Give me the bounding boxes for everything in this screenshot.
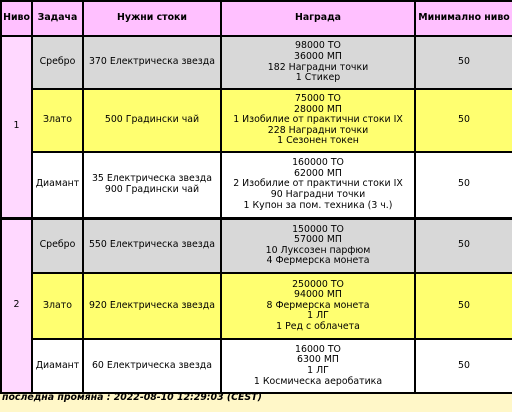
header-reward: Награда (221, 1, 415, 36)
min-level-cell: 50 (415, 273, 512, 339)
reward-line: 1 ЛГ (307, 310, 329, 322)
reward-line: 98000 ТО (295, 40, 341, 52)
task-cell: Сребро (32, 36, 83, 89)
min-level-cell: 50 (415, 218, 512, 273)
reward-line: 150000 ТО (292, 223, 344, 235)
reward-line: 16000 ТО (295, 343, 341, 355)
reward-cell (221, 218, 415, 273)
task-cell: Диамант (32, 152, 83, 218)
level-cell: 1 (1, 36, 32, 218)
reward-line: 57000 МП (294, 234, 342, 246)
header-task: Задача (32, 1, 83, 36)
reward-cell (221, 152, 415, 218)
reward-line: 250000 ТО (292, 278, 344, 290)
task-cell: Сребро (32, 218, 83, 273)
items-cell: 500 Градински чай (83, 89, 221, 152)
reward-line: 1 Изобилие от практични стоки IX (233, 114, 403, 126)
table-row (1, 89, 512, 152)
min-level-cell: 50 (415, 339, 512, 393)
last-modified: последна промяна : 2022-08-10 12:29:03 (CEST) (2, 392, 262, 403)
reward-line: 90 Наградни точки (270, 189, 366, 201)
min-level-cell: 50 (415, 89, 512, 152)
reward-line: 182 Наградни точки (267, 61, 369, 73)
table-row (1, 273, 512, 339)
reward-line: 1 Купон за пом. техника (3 ч.) (243, 199, 393, 211)
items-cell: 60 Електрическа звезда (83, 339, 221, 393)
reward-line: 1 Ред с облачета (276, 320, 360, 332)
min-level-cell: 50 (415, 152, 512, 218)
items-cell: 550 Електрическа звезда (83, 218, 221, 273)
header-items: Нужни стоки (83, 1, 221, 36)
min-level-cell: 50 (415, 36, 512, 89)
reward-line: 2 Изобилие от практични стоки IX (233, 178, 403, 190)
reward-line: 36000 МП (294, 50, 342, 62)
header-level: Ниво (1, 1, 32, 36)
items-cell: 920 Електрическа звезда (83, 273, 221, 339)
reward-line: 62000 МП (294, 167, 342, 179)
table-header-row (1, 1, 512, 36)
task-cell: Злато (32, 273, 83, 339)
reward-cell (221, 89, 415, 152)
table-row (1, 152, 512, 218)
reward-cell (221, 339, 415, 393)
table-row (1, 339, 512, 393)
table-row (1, 218, 512, 273)
reward-line: 8 Фермерска монета (266, 299, 370, 311)
reward-line: 1 Стикер (295, 72, 341, 84)
reward-line: 1 Сезонен токен (277, 135, 359, 147)
reward-line: 228 Наградни точки (267, 124, 369, 136)
reward-line: 4 Фермерска монета (266, 255, 370, 267)
reward-cell (221, 273, 415, 339)
items-cell: 35 Електрическа звезда 900 Градински чай (83, 152, 221, 218)
reward-line: 1 ЛГ (307, 365, 329, 376)
reward-line: 160000 ТО (292, 157, 344, 169)
reward-line: 75000 ТО (295, 93, 341, 105)
reward-line: 1 Космическа аеробатика (253, 375, 383, 387)
reward-line: 10 Луксозен парфюм (265, 244, 371, 256)
reward-line: 28000 МП (294, 103, 342, 115)
table-row (1, 36, 512, 89)
header-min-level: Минимално ниво (415, 1, 512, 36)
reward-line: 6300 МП (297, 354, 339, 366)
level-cell: 2 (1, 218, 32, 393)
task-cell: Злато (32, 89, 83, 152)
items-cell: 370 Електрическа звезда (83, 36, 221, 89)
reward-line: 94000 МП (294, 289, 342, 301)
task-cell: Диамант (32, 339, 83, 393)
reward-cell (221, 36, 415, 89)
